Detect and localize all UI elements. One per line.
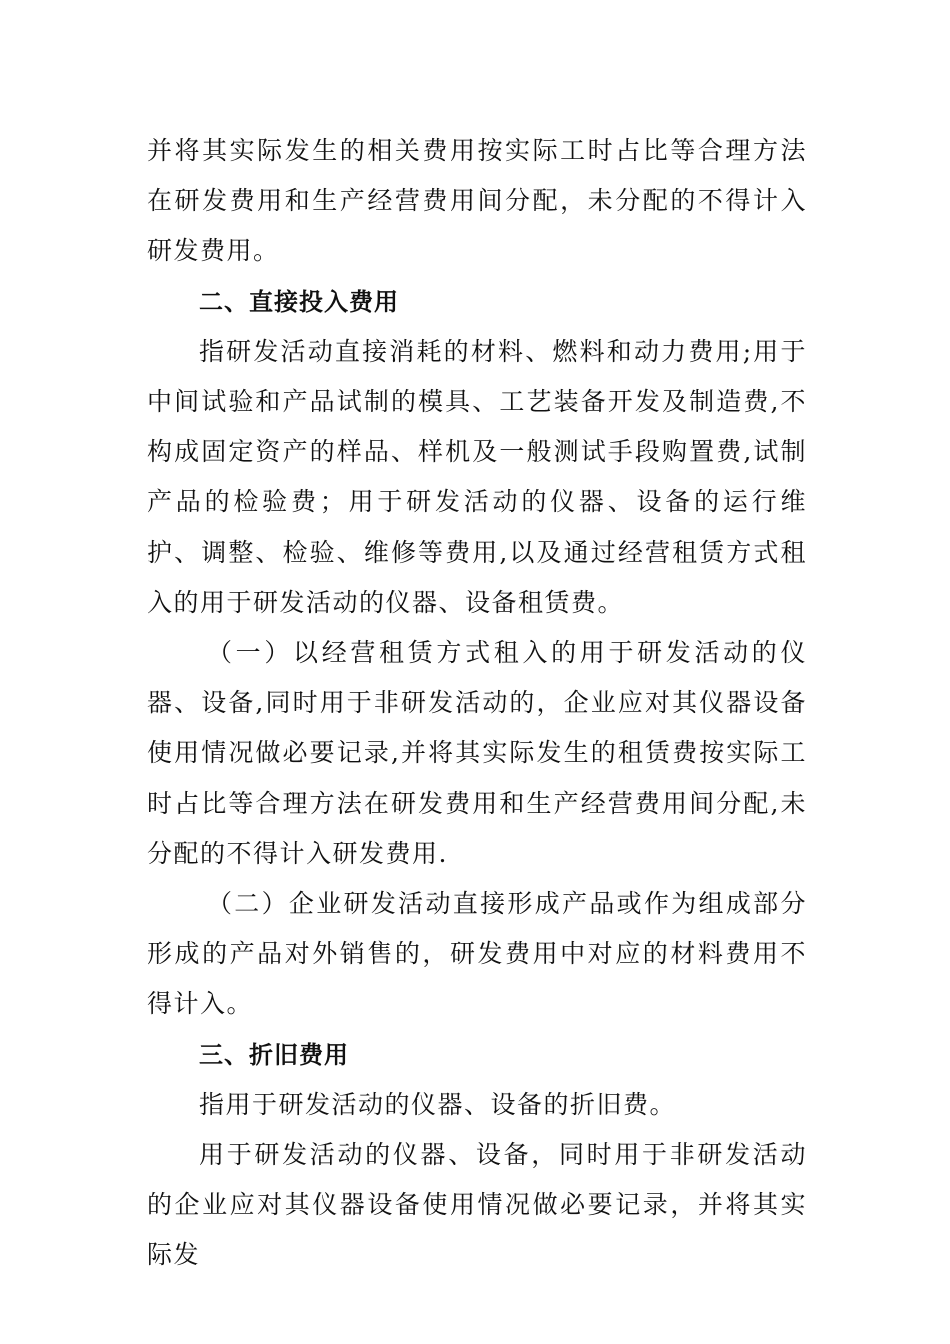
section-heading-depreciation: 三、折旧费用 xyxy=(199,1040,349,1069)
document-body xyxy=(147,126,807,1281)
paragraph-leased-equipment: （一）以经营租赁方式租入的用于研发活动的仪器、设备,同时用于非研发活动的，企业应对其仪器设备使用情况做必要记录,并将其实际发生的租赁费按实际工时占比等合理方法在研发费用和生产经营费用间分配,未分配的不得计入研发费用. xyxy=(147,638,807,868)
paragraph-direct-input-definition: 指研发活动直接消耗的材料、燃料和动力费用;用于中间试验和产品试制的模具、工艺装备开发及制造费,不构成固定资产的样品、样机及一般测试手段购置费,试制产品的检验费；用于研发活动的仪器、设备的运行维护、调整、检验、维修等费用,以及通过经营租赁方式租入的用于研发活动的仪器、设备租赁费。 xyxy=(147,336,807,617)
section-heading-direct-input-costs: 二、直接投入费用 xyxy=(199,287,399,316)
paragraph-shared-equipment: 用于研发活动的仪器、设备，同时用于非研发活动的企业应对其仪器设备使用情况做必要记录，并将其实际发 xyxy=(147,1140,807,1270)
paragraph-depreciation-definition: 指用于研发活动的仪器、设备的折旧费。 xyxy=(199,1089,677,1119)
paragraph-product-sales: （二）企业研发活动直接形成产品或作为组成部分形成的产品对外销售的，研发费用中对应的材料费用不得计入。 xyxy=(147,889,807,1019)
paragraph-continuation: 并将其实际发生的相关费用按实际工时占比等合理方法在研发费用和生产经营费用间分配，未分配的不得计入研发费用。 xyxy=(147,136,807,266)
